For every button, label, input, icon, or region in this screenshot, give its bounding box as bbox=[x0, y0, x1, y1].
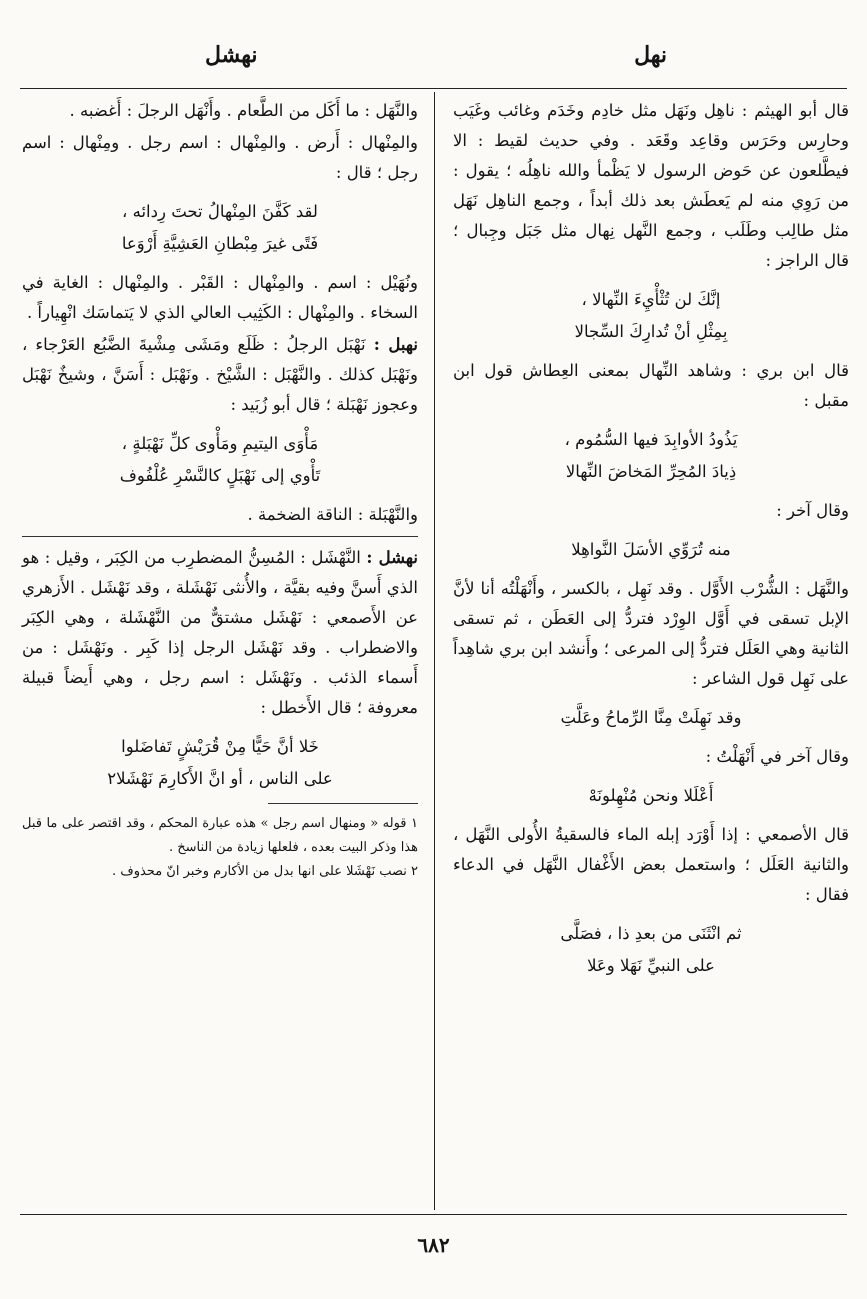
poem-line: أَعْلَلا ونحن مُنْهِلونَهْ bbox=[588, 786, 714, 805]
entry-text: النَّهْشَل : المُسِنُّ المضطرِب من الكِبَر ، وقيل : هو الذي أَسنَّ وفيه بقيَّة ، والأُنثى نَهْشَلة ، وقد نَهْشَل . الأَزهري عن الأَصمعي : نَهْشَل مشتقٌّ من النَّهْشَلة ، وهي الكِبَر والاضطراب . وقد نَهْشَل الرجل إذا كَبِر . ونَهْشَل : من أَسماء الذئب . ونَهْشَل : اسم رجل ، وهي أَيضاً قبيلة معروفة ؛ قال الأَخطل : bbox=[22, 548, 418, 717]
right-poem-3 bbox=[453, 534, 849, 566]
right-paragraph-2: قال ابن بري : وشاهد النِّهال بمعنى العِطاش قول ابن مقبل : bbox=[453, 361, 849, 410]
right-paragraph-3: وقال آخر : bbox=[776, 501, 849, 520]
right-poem-1 bbox=[453, 284, 849, 348]
poem-line: منه تُرَوِّي الأسَلَ النَّواهِلا bbox=[571, 540, 731, 559]
footnotes bbox=[22, 803, 418, 884]
poem-line: فَتًى غيرَ مِبْطانِ العَشِيَّةِ أَرْوَعا bbox=[121, 234, 319, 253]
right-poem-2 bbox=[453, 424, 849, 488]
poem-line: بِمِثْلِ أنْ تُدارِكَ السِّجالا bbox=[574, 322, 728, 341]
entry-nahbal bbox=[22, 330, 418, 420]
poem-line: مَأْوَى اليتيمِ ومَأْوى كلِّ نَهْبَلةٍ ، bbox=[121, 434, 319, 453]
entry-nahshal bbox=[22, 543, 418, 723]
left-column bbox=[22, 96, 418, 884]
entry-separator bbox=[22, 536, 418, 537]
left-paragraph-2: والمِنْهال : أَرض . والمِنْهال : اسم رجل . ومِنْهال : اسم رجل ؛ قال : bbox=[22, 133, 418, 182]
poem-line: وقد نَهِلَتْ مِنَّا الرِّماحُ وعَلَّتِ bbox=[560, 708, 742, 727]
bottom-rule bbox=[20, 1214, 847, 1215]
poem-line: إنَّكَ لن تُثْأْيِءَ النِّهالا ، bbox=[581, 290, 721, 309]
left-poem-1 bbox=[22, 196, 418, 260]
right-paragraph-5: وقال آخر في أَنْهَلْتُ : bbox=[705, 747, 849, 766]
poem-line: على الناس ، أو انَّ الأَكارِمَ نَهْشَلا٢ bbox=[107, 769, 333, 788]
right-paragraph-1: قال أبو الهيثم : ناهِل ونَهَل مثل خادِم وخَدَم وغائب وغَيَب وحارِس وحَرَس وقاعِد وقَعَد . وفي حديث لقيط : الا فيطَّلعون عن حَوض الرسول لا يَظْمأ والله ناهِلُه ؛ يقول : من رَوِي منه لم يَعطَش بعد ذلك أبداً ، وجمع الناهِل نَهَل مثل طالِب وطَلَب ، وجمع النَّهل نِهال مثل جَبَل وجِبال ؛ قال الراجز : bbox=[453, 101, 849, 270]
top-rule bbox=[20, 88, 847, 89]
poem-line: ثم انْثَنَى من بعدِ ذا ، فصَلَّى bbox=[560, 924, 742, 943]
footnote-1: ١ قوله « ومنهال اسم رجل » هذه عبارة المحكم ، وقد اقتصر على ما قبل هذا وذكر البيت بعده ، فلعلها زيادة من الناسخ . bbox=[22, 816, 418, 855]
entry-headword: نهشل : bbox=[366, 548, 418, 567]
right-column bbox=[453, 96, 849, 990]
right-poem-5 bbox=[453, 780, 849, 812]
left-paragraph-5: والنَّهْبَلة : الناقة الضخمة . bbox=[247, 505, 418, 524]
poem-line: على النبيِّ نَهَلا وعَلا bbox=[587, 956, 715, 975]
right-poem-6 bbox=[453, 918, 849, 982]
poem-line: تَأْوي إلى نَهْبَلٍ كالنَّسْرِ عُلْفُوف bbox=[119, 466, 321, 485]
poem-line: يَذُودُ الأوابِدَ فيها السُّمُوم ، bbox=[564, 430, 738, 449]
left-paragraph-1: والنَّهَل : ما أَكَل من الطَّعام . وأَنْهَل الرجلَ : أَغضبه . bbox=[69, 101, 418, 120]
footnote-2: ٢ نصب نَهْشَلا على انها بدل من الأكارم وخبر انّ محذوف . bbox=[111, 864, 418, 879]
left-poem-3 bbox=[22, 731, 418, 795]
poem-line: ذِيادَ المُحِرِّ المَخاضَ النِّهالا bbox=[565, 462, 737, 481]
entry-text: نَهْبَل الرجلُ : ظَلَع ومَشَى مِشْيةَ الضَّبُع العَرْجاء ، ونَهْبَل كذلك . والنَّهْبَل : الشَّيْخ . ونَهْبَل : أَسَنَّ ، وشيخٌ نَهْبَل وعجوز نَهْبَلة ؛ قال أبو زُبَيد : bbox=[22, 335, 418, 414]
right-paragraph-4: والنَّهَل : الشُّرْب الأَوَّل . وقد نَهِل ، بالكسر ، وأَنْهَلْتُه أنا لأنَّ الإبل تسقى في أَوَّل الوِرْد فتردُّ إلى العَطَن ، ثم تسقى الثانية وهي العَلَل فتردُّ إلى المرعى ؛ وأَنشد ابن بري شاهِداً على نَهِل قول الشاعر : bbox=[453, 579, 849, 688]
left-paragraph-3: ونُهَيْل : اسم . والمِنْهال : القَبْر . والمِنْهال : الغاية في السخاء . والمِنْهال : الكَثِيب العالي الذي لا يَتماسَك انْهِياراً . bbox=[22, 273, 418, 322]
header-right-word: نهل bbox=[634, 42, 667, 68]
poem-line: خَلا أنَّ حَيًّا مِنْ قُرَيْشٍ تَفاضَلوا bbox=[121, 737, 319, 756]
footnote-rule bbox=[268, 803, 418, 804]
column-divider bbox=[434, 92, 435, 1210]
poem-line: لقد كَفَّنَ المِنْهالُ تحتَ رِدائه ، bbox=[122, 202, 318, 221]
left-poem-2 bbox=[22, 428, 418, 492]
right-paragraph-6: قال الأصمعي : إذا أَوْرَد إبله الماء فالسقيةُ الأُولى النَّهَل ، والثانية العَلَل ؛ واستعمل بعض الأَغْفال النَّهَل في الدعاء فقال : bbox=[453, 825, 849, 904]
header-left-word: نهشل bbox=[205, 42, 258, 68]
entry-headword: نهبل : bbox=[373, 335, 419, 354]
page-number: ٦٨٢ bbox=[417, 1233, 450, 1257]
right-poem-4 bbox=[453, 702, 849, 734]
